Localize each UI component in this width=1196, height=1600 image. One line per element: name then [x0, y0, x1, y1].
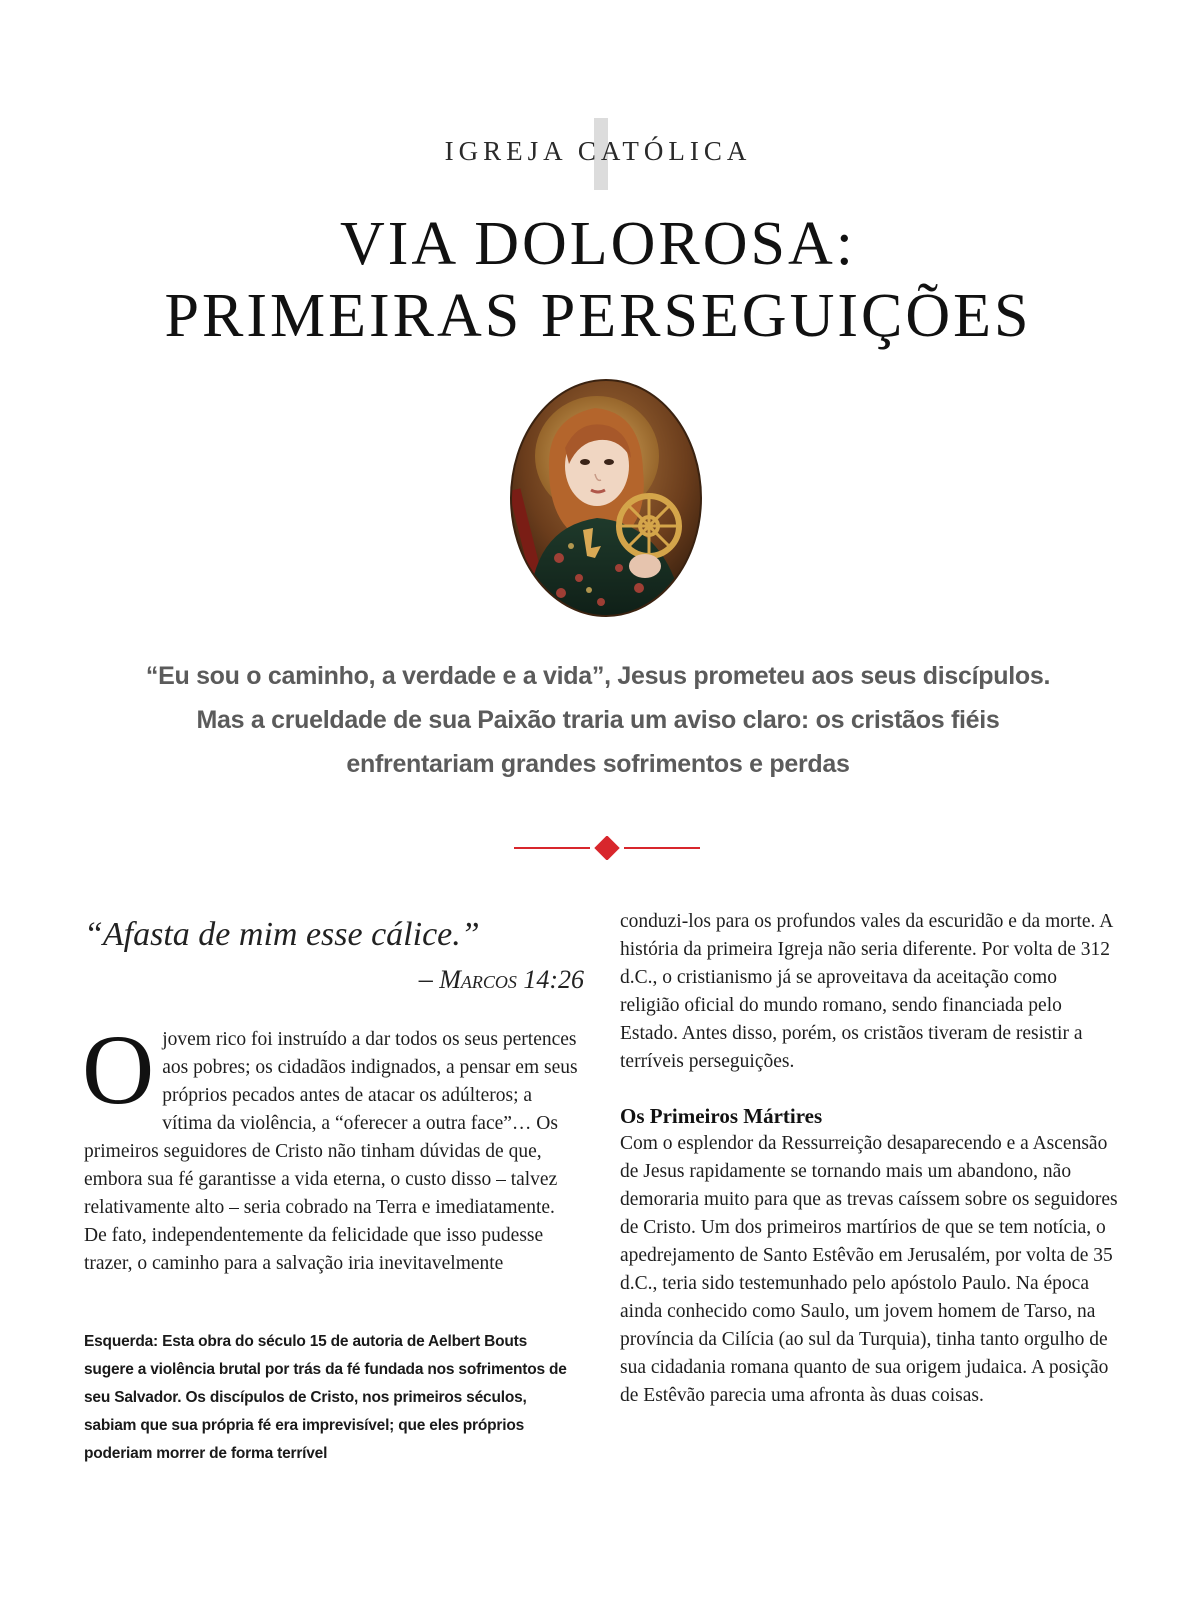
- drop-cap: O: [82, 1014, 155, 1125]
- article-column-right: [620, 908, 1120, 1410]
- epigraph-quote: “Afasta de mim esse cálice.”: [84, 916, 480, 953]
- article-column-left: [82, 1014, 580, 1278]
- saint-portrait-image: [509, 378, 703, 618]
- article-body-right-1: conduzi-los para os profundos vales da escuridão e da morte. A história da primeira Igreja não seria diferente. Por volta de 312 d.C., o cristianismo já se aproveitava da aceitação como religião oficial do mundo romano, sendo financiada pelo Estado. Antes disso, porém, os cristãos tiveram de resistir a terríveis perseguições.: [620, 911, 1113, 1072]
- attribution-dash: –: [418, 964, 433, 995]
- page-title: [0, 208, 1196, 352]
- section-kicker: [0, 118, 1196, 198]
- epigraph-attribution: [84, 964, 584, 996]
- diamond-icon: [594, 836, 619, 860]
- image-caption: Esquerda: Esta obra do século 15 de autoria de Aelbert Bouts sugere a violência brutal por trás da fé fundada nos sofrimentos de seu Salvador. Os discípulos de Cristo, nos primeiros séculos, sabiam que sua própria fé era imprevisível; que eles próprios poderiam morrer de forma terrível: [84, 1333, 567, 1462]
- section-label: IGREJA CATÓLICA: [444, 136, 752, 166]
- title-line-1: VIA DOLOROSA:: [339, 210, 857, 278]
- ornament-divider: [514, 836, 700, 860]
- article-body-left: jovem rico foi instruído a dar todos os seus pertences aos pobres; os cidadãos indignados, a pensar em seus próprios pecados antes de atacar os adúlteros; a vítima da violência, a “oferecer a outra face”… Os primeiros seguidores de Cristo não tinham dúvidas de que, embora sua fé garantisse a vida eterna, o custo disso – talvez relativamente alto – seria cobrado na Terra e imediatamente. De fato, independentemente da felicidade que isso pudesse trazer, o caminho para a salvação iria inevitavelmente: [84, 1029, 578, 1274]
- article-body-right-2: Com o esplendor da Ressurreição desaparecendo e a Ascensão de Jesus rapidamente se tornando mais um abandono, não demoraria muito para que as trevas caíssem sobre os seguidores de Cristo. Um dos primeiros martírios de que se tem notícia, o apedrejamento de Santo Estêvão em Jerusalém, por volta de 35 d.C., teria sido testemunhado pelo apóstolo Paulo. Na época ainda conhecido como Saulo, um jovem homem de Tarso, na província da Cilícia (ao sul da Turquia), tinha tanto orgulho de sua cidadania romana quanto de sua origem judaica. A posição de Estêvão parecia uma afronta às duas coisas.: [620, 1133, 1118, 1406]
- attribution-source: Marcos 14:26: [439, 965, 584, 994]
- lead-paragraph: “Eu sou o caminho, a verdade e a vida”, Jesus prometeu aos seus discípulos. Mas a crueldade de sua Paixão traria um aviso claro: os cristãos fiéis enfrentariam grandes sofrimentos e perdas: [145, 662, 1051, 778]
- section-subheading: Os Primeiros Mártires: [620, 1104, 823, 1128]
- title-line-2: PRIMEIRAS PERSEGUIÇÕES: [164, 282, 1032, 350]
